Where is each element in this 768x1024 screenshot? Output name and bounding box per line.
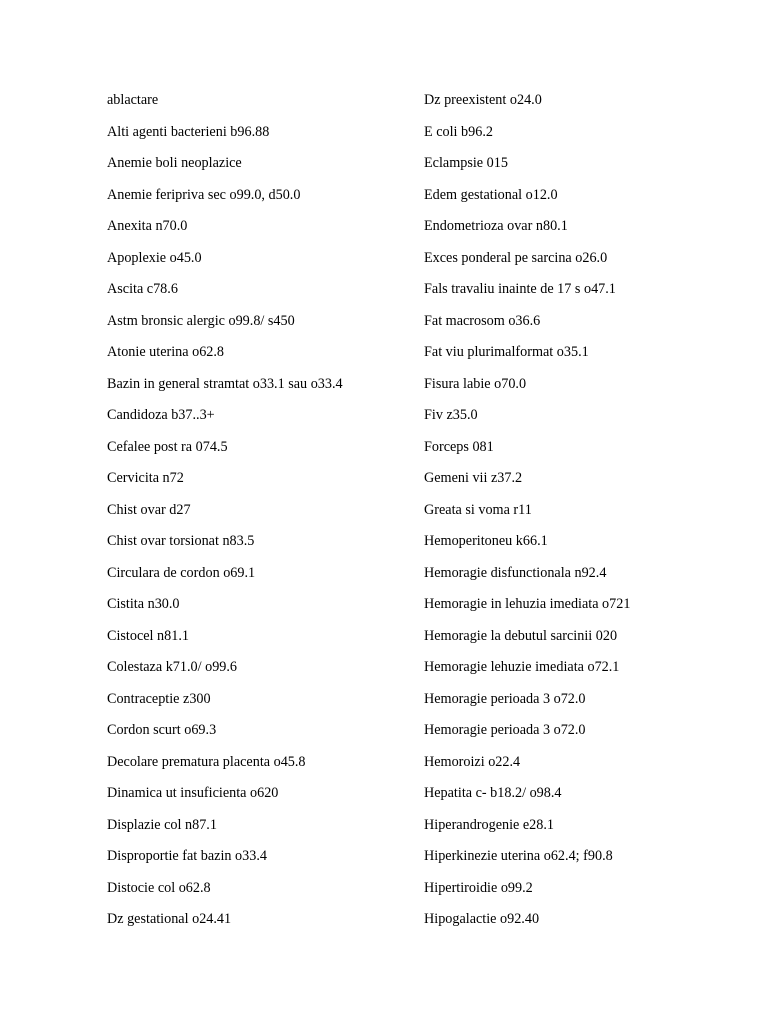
list-item: E coli b96.2 [424, 123, 493, 140]
list-item: Decolare prematura placenta o45.8 [107, 753, 306, 770]
list-item: Cistocel n81.1 [107, 627, 189, 644]
list-item: Eclampsie 015 [424, 155, 508, 171]
list-item: Hemoragie disfunctionala n92.4 [424, 564, 607, 581]
list-item: Anemie boli neoplazice [107, 155, 242, 171]
right-column-list [424, 89, 754, 940]
list-item: Cefalee post ra 074.5 [107, 438, 228, 455]
list-item: Colestaza k71.0/ o99.6 [107, 659, 238, 675]
list-item: Bazin in general stramtat o33.1 sau o33.4 [107, 375, 343, 392]
list-item: Chist ovar d27 [107, 501, 191, 518]
list-item: Greata si voma r11 [424, 501, 532, 518]
list-item: Fals travaliu inainte de 17 s o47.1 [424, 281, 616, 297]
list-item: Hiperkinezie uterina o62.4; f90.8 [424, 848, 613, 864]
list-item: Edem gestational o12.0 [424, 186, 558, 203]
list-item: Hipertiroidie o99.2 [424, 879, 533, 896]
list-item: Alti agenti bacterieni b96.88 [107, 123, 270, 140]
list-item: Circulara de cordon o69.1 [107, 564, 256, 581]
list-item: Exces ponderal pe sarcina o26.0 [424, 249, 608, 266]
list-item: Fiv z35.0 [424, 407, 478, 423]
list-item: Forceps 081 [424, 438, 494, 455]
list-item: Fat viu plurimalformat o35.1 [424, 344, 589, 360]
list-item: Hemoragie perioada 3 o72.0 [424, 722, 586, 738]
list-item: Hipogalactie o92.40 [424, 911, 540, 927]
list-item: Hiperandrogenie e28.1 [424, 816, 555, 833]
list-item: Fisura labie o70.0 [424, 375, 527, 392]
list-item: Hemoroizi o22.4 [424, 753, 521, 770]
list-item: Hemoragie in lehuzia imediata o721 [424, 596, 631, 612]
list-item: Cervicita n72 [107, 470, 184, 486]
list-item: Atonie uterina o62.8 [107, 344, 225, 360]
list-item: Hemoperitoneu k66.1 [424, 533, 548, 549]
list-item: Hepatita c- b18.2/ o98.4 [424, 785, 562, 801]
list-item: Hemoragie la debutul sarcinii 020 [424, 627, 618, 644]
list-item: Gemeni vii z37.2 [424, 470, 523, 486]
list-item: Cordon scurt o69.3 [107, 722, 217, 738]
left-column-list [107, 89, 407, 940]
list-item: Apoplexie o45.0 [107, 249, 202, 266]
list-item: Ascita c78.6 [107, 281, 178, 297]
list-item: Cistita n30.0 [107, 596, 180, 612]
list-item: Hemoragie lehuzie imediata o72.1 [424, 659, 620, 675]
list-item: Fat macrosom o36.6 [424, 312, 541, 329]
list-item: ablactare [107, 92, 159, 108]
list-item: Chist ovar torsionat n83.5 [107, 533, 255, 549]
list-item: Anexita n70.0 [107, 218, 188, 234]
list-item: Endometrioza ovar n80.1 [424, 218, 568, 234]
list-item: Astm bronsic alergic o99.8/ s450 [107, 312, 295, 329]
list-item: Hemoragie perioada 3 o72.0 [424, 690, 586, 707]
list-item: Candidoza b37..3+ [107, 407, 215, 423]
list-item: Dinamica ut insuficienta o620 [107, 785, 279, 801]
list-item: Distocie col o62.8 [107, 879, 211, 896]
list-item: Contraceptie z300 [107, 690, 211, 707]
list-item: Dz preexistent o24.0 [424, 92, 542, 108]
list-item: Anemie feripriva sec o99.0, d50.0 [107, 186, 301, 203]
list-item: Displazie col n87.1 [107, 816, 217, 833]
list-item: Dz gestational o24.41 [107, 911, 232, 927]
list-item: Disproportie fat bazin o33.4 [107, 848, 267, 864]
